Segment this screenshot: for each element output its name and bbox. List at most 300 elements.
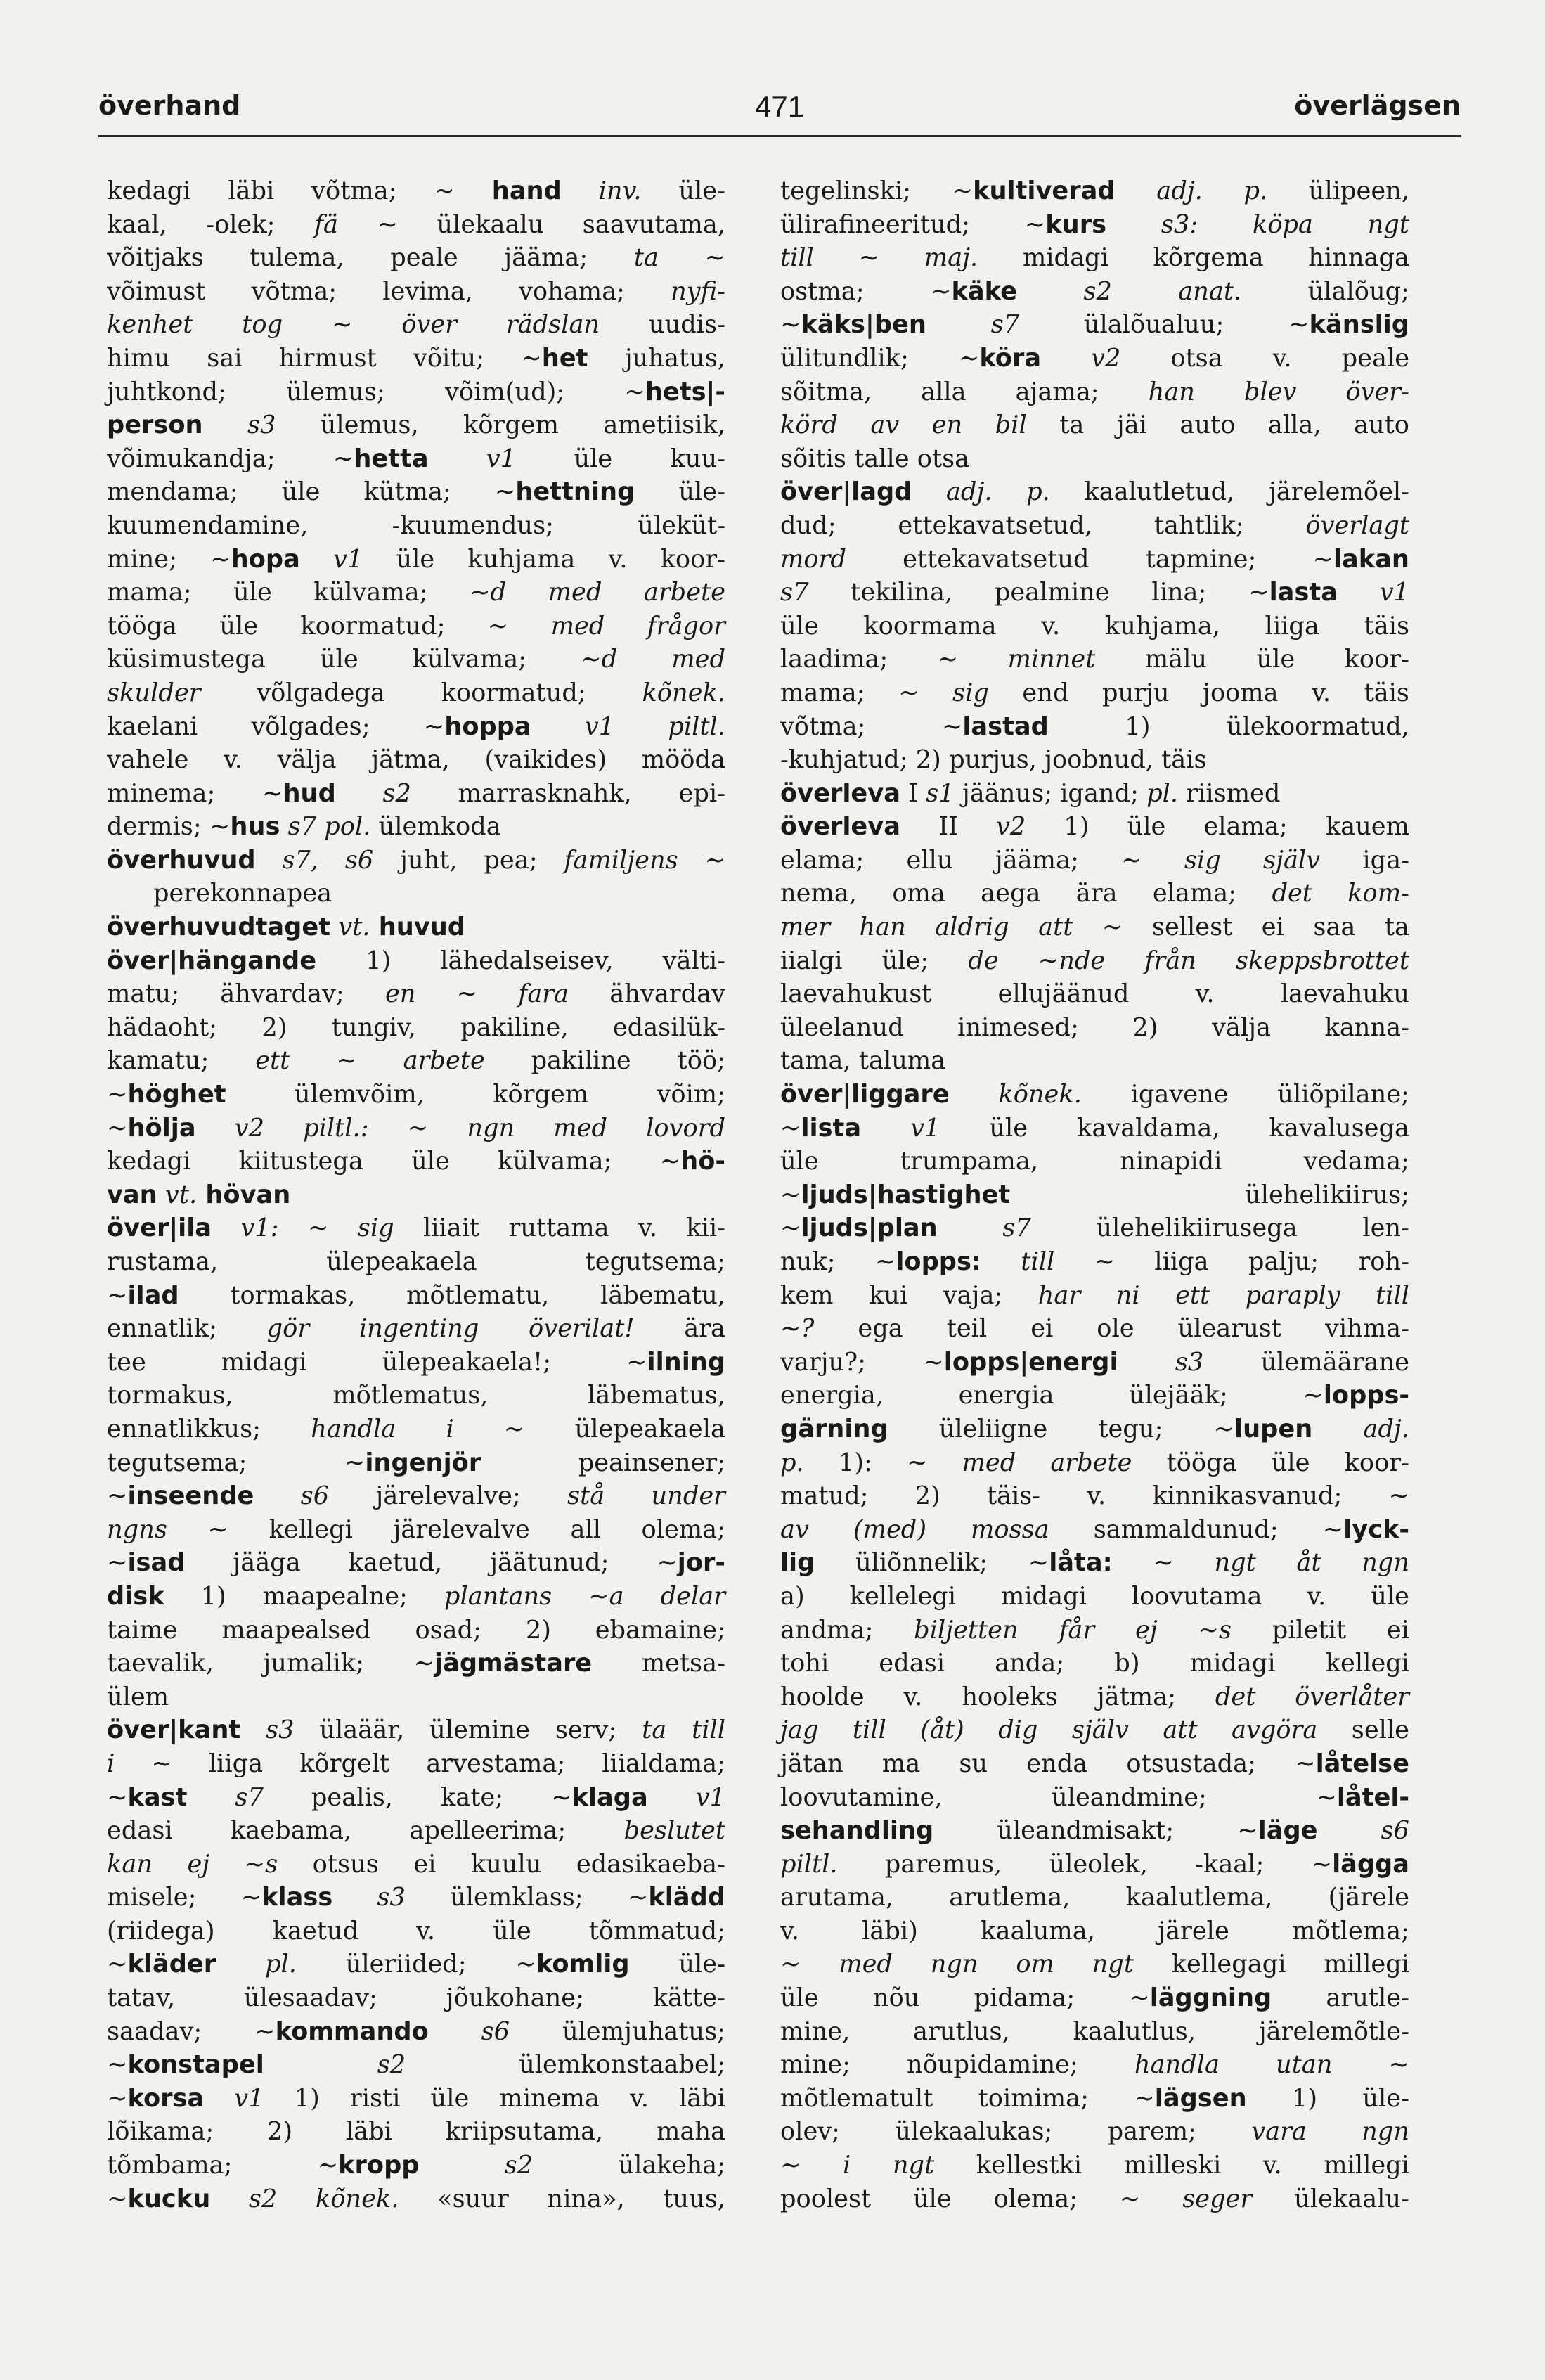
dictionary-line: [780, 1948, 1409, 1981]
definition-text: 1):: [803, 1448, 907, 1477]
dictionary-line: [107, 1346, 725, 1379]
italic-text: vara ngn: [1251, 2117, 1409, 2147]
definition-text: «suur nina», tuus,: [399, 2184, 725, 2213]
headword: käke: [951, 276, 1017, 306]
italic-text: körd av en bil: [780, 411, 1027, 440]
definition-text: iga-: [1320, 845, 1409, 875]
definition-text: ~: [107, 2050, 128, 2080]
italic-text: s6: [254, 1481, 330, 1511]
dictionary-line: [107, 710, 725, 744]
definition-text: tama, taluma: [780, 1046, 946, 1076]
dictionary-line: [107, 1513, 725, 1547]
definition-text: tegelinski; ~: [780, 176, 974, 205]
dictionary-line: [780, 409, 1409, 442]
italic-text: vt.: [330, 913, 370, 942]
definition-text: 1) ülekoormatud,: [1048, 712, 1409, 741]
italic-text: s3: köpa ngt: [1106, 210, 1409, 239]
dictionary-line: [107, 1245, 725, 1279]
dictionary-line: [107, 1881, 725, 1915]
dictionary-line: [107, 844, 725, 877]
dictionary-line: [107, 1145, 725, 1178]
definition-text: edasi kaebama, apelleerima;: [107, 1816, 624, 1846]
headword: jor-: [677, 1548, 725, 1578]
dictionary-line: [780, 475, 1409, 509]
definition-text: ülem: [107, 1682, 169, 1711]
dictionary-line: [107, 2149, 725, 2182]
definition-text: ülaäär, ülemine serv;: [294, 1716, 642, 1745]
italic-text: d med arbete: [490, 578, 725, 607]
headword: hus: [230, 812, 280, 842]
headword: lyck-: [1343, 1514, 1410, 1544]
italic-text: pl.: [1146, 778, 1179, 808]
italic-text: en ~ fara: [384, 979, 569, 1009]
headword: låtelse: [1315, 1749, 1409, 1778]
italic-text: s2: [419, 2151, 534, 2180]
dictionary-line: [107, 543, 725, 577]
italic-text: ~ i ngt: [780, 2151, 935, 2180]
definition-text: v. läbi) kaaluma, järele mõtlema;: [780, 1916, 1409, 1945]
definition-text: ülalõualuu; ~: [1019, 310, 1310, 340]
dictionary-line: [107, 1379, 725, 1413]
header-left-guide-word: överhand: [98, 90, 241, 121]
definition-text: (riidega) kaetud v. üle tõmmatud;: [107, 1916, 725, 1945]
definition-text: rustama, ülepeakaela tegutsema;: [107, 1247, 725, 1276]
dictionary-line: [107, 1580, 725, 1614]
italic-text: fä ~: [313, 210, 398, 239]
dictionary-line: [780, 1580, 1409, 1614]
definition-text: sõitis talle otsa: [780, 444, 970, 473]
definition-text: ~: [780, 310, 801, 340]
headword: läge: [1258, 1816, 1318, 1846]
italic-text: han blev över-: [1148, 377, 1409, 406]
italic-text: det kom-: [1272, 879, 1409, 908]
definition-text: otsus ei kuulu edasikaeba-: [278, 1849, 726, 1879]
definition-text: ülemvõim, kõrgem võim;: [226, 1080, 725, 1109]
dictionary-line: [107, 1413, 725, 1446]
definition-text: nuk; ~: [780, 1247, 896, 1276]
definition-text: dud; ettekavatsetud, tahtlik;: [780, 510, 1306, 540]
dictionary-line: [780, 174, 1409, 208]
definition-text: pealis, kate; ~: [263, 1782, 572, 1812]
definition-text: laevahukust ellujäänud v. laevahuku: [780, 979, 1409, 1009]
dictionary-line: [780, 1346, 1409, 1379]
dictionary-line: [780, 442, 1409, 476]
definition-text: ~: [107, 2083, 128, 2113]
definition-text: ~: [780, 1214, 801, 1243]
dictionary-line: [780, 810, 1409, 844]
italic-text: nyfi-: [671, 276, 725, 306]
headword: hud: [283, 778, 336, 808]
italic-text: kõnek.: [949, 1080, 1082, 1109]
definition-text: ennatlik;: [107, 1314, 267, 1344]
italic-text: ~: [1388, 1481, 1409, 1511]
dictionary-line: [780, 877, 1409, 911]
dictionary-line: [107, 275, 725, 309]
definition-text: end purju jooma v. täis: [988, 678, 1409, 707]
definition-text: kem kui vaja;: [780, 1280, 1038, 1310]
headword: över|ila: [107, 1214, 212, 1243]
definition-text: olev; ülekaalukas; parem;: [780, 2117, 1252, 2147]
definition-text: tohi edasi anda; b) midagi kellegi: [780, 1649, 1409, 1678]
dictionary-line: [780, 1446, 1409, 1480]
italic-text: det överlåter: [1215, 1682, 1409, 1711]
italic-text: familjens ~: [564, 845, 725, 875]
dictionary-line: [780, 1713, 1409, 1747]
dictionary-line: [780, 1011, 1409, 1045]
definition-text: arutama, arutlema, kaalutlema, (järele: [780, 1883, 1409, 1912]
definition-text: tekilina, pealmine lina; ~: [808, 578, 1269, 607]
definition-text: üleriided; ~: [296, 1950, 536, 1979]
definition-text: kuumendamine, -kuumendus; üleküt-: [107, 510, 725, 540]
definition-text: ülemus, kõrgem ametiisik,: [276, 411, 725, 440]
italic-text: har ni ett paraply till: [1037, 1280, 1409, 1310]
dictionary-line: [107, 442, 725, 476]
italic-text: jag till (åt) dig själv att avgöra: [780, 1716, 1318, 1745]
definition-text: üle-: [635, 477, 725, 507]
dictionary-line: [107, 1011, 725, 1045]
headword: kast: [127, 1782, 188, 1812]
definition-text: andma;: [780, 1615, 914, 1645]
italic-text: v2: [995, 812, 1026, 842]
definition-text: kaal, -olek;: [107, 210, 314, 239]
headword: lasta: [1269, 578, 1338, 607]
definition-text: ähvardav: [569, 979, 726, 1009]
italic-text: v1: [1337, 578, 1409, 607]
definition-text: uudis-: [600, 310, 725, 340]
headword: gärning: [780, 1414, 888, 1443]
definition-text: loovutamine, üleandmine; ~: [780, 1782, 1337, 1812]
italic-text: plantans ~a delar: [444, 1581, 726, 1611]
italic-text: vt.: [157, 1180, 198, 1209]
definition-text: jätan ma su enda otsustada; ~: [780, 1749, 1316, 1778]
italic-text: kenhet tog ~ över rädslan: [107, 310, 600, 340]
dictionary-line: [107, 2015, 725, 2049]
headword: hölja: [127, 1113, 196, 1143]
definition-text: 1) maapealne;: [164, 1581, 444, 1611]
definition-text: ülehelikiirusega len-: [1030, 1214, 1409, 1243]
italic-text: ~ sig själv: [1121, 845, 1321, 875]
dictionary-line: [107, 208, 725, 242]
definition-text: pakiline töö;: [484, 1046, 725, 1076]
definition-text: liiait ruttama v. kii-: [394, 1214, 726, 1243]
headword: hettning: [515, 477, 635, 507]
definition-text: ülirafineeritud; ~: [780, 210, 1046, 239]
dictionary-line: [107, 1647, 725, 1680]
definition-text: võtma; ~: [780, 712, 963, 741]
definition-text: 1) üle elama; kauem: [1026, 812, 1409, 842]
definition-text: ta jäi auto alla, auto: [1026, 411, 1409, 440]
italic-text: s7 pol.: [280, 812, 371, 842]
italic-text: i ~: [107, 1749, 172, 1778]
italic-text: ~ med frågor: [487, 611, 725, 641]
dictionary-line: [107, 342, 725, 375]
italic-text: av (med) mossa: [780, 1514, 1049, 1544]
italic-text: ~ minnet: [937, 645, 1096, 674]
dictionary-line: [107, 1479, 725, 1513]
dictionary-line: [780, 1245, 1409, 1279]
italic-text: stå under: [567, 1481, 725, 1511]
definition-text: matud; 2) täis- v. kinnikasvanud;: [780, 1481, 1389, 1511]
definition-text: võimukandja; ~: [107, 444, 354, 473]
italic-text: s2: [335, 778, 411, 808]
italic-text: s2 kõnek.: [210, 2184, 399, 2213]
definition-text: taime maapealsed osad; 2) ebamaine;: [107, 1615, 725, 1645]
definition-text: üle trumpama, ninapidi vedama;: [780, 1147, 1409, 1176]
italic-text: ~ ngt åt ngn: [1112, 1548, 1409, 1578]
italic-text: skulder: [107, 678, 201, 707]
definition-text: ~: [780, 1113, 801, 1143]
definition-text: ~: [780, 1180, 801, 1209]
definition-text: 1) lähedalseisev, välti-: [316, 946, 725, 975]
definition-text: minema; ~: [107, 778, 283, 808]
definition-text: järelevalve;: [329, 1481, 568, 1511]
headword: isad: [127, 1548, 186, 1578]
italic-text: s3: [332, 1883, 406, 1912]
dictionary-line: [780, 1112, 1409, 1145]
definition-text: juht, pea;: [373, 845, 564, 875]
dictionary-line: [780, 1178, 1409, 1212]
dictionary-line: [780, 643, 1409, 676]
definition-text: ülepeakaela: [524, 1414, 725, 1443]
definition-text: marrasknahk, epi-: [411, 778, 725, 808]
italic-text: s1: [926, 778, 955, 808]
definition-text: tormakas, mõtlematu, läbematu,: [179, 1280, 725, 1310]
definition-text: üleliigne tegu; ~: [888, 1414, 1235, 1443]
headword: jägmästare: [434, 1649, 593, 1678]
definition-text: üleandmisakt; ~: [933, 1816, 1258, 1846]
definition-text: taevalik, jumalik; ~: [107, 1649, 435, 1678]
definition-text: ülemkoda: [370, 812, 501, 842]
header-right-guide-word: överlägsen: [1294, 90, 1461, 121]
definition-text: ülekaalu-: [1252, 2184, 1409, 2213]
italic-text: mer han aldrig att ~: [780, 913, 1123, 942]
italic-text: ta ~: [633, 243, 725, 273]
definition-text: ~: [107, 1950, 128, 1979]
definition-text: -kuhjatud; 2) purjus, joobnud, täis: [780, 745, 1207, 775]
italic-text: s7: [187, 1782, 264, 1812]
headword: lägga: [1332, 1849, 1409, 1879]
definition-text: ülitundlik; ~: [780, 343, 980, 373]
headword: klaga: [571, 1782, 648, 1812]
dictionary-line: [107, 1981, 725, 2015]
italic-text: överlagt: [1305, 510, 1409, 540]
definition-text: ülemjuhatus;: [510, 2016, 725, 2046]
dictionary-line: [780, 977, 1409, 1011]
definition-text: võimust võtma; levima, vohama;: [107, 276, 671, 306]
headword: över|kant: [107, 1716, 241, 1745]
headword: hoppa: [444, 712, 531, 741]
headword: över|hängande: [107, 946, 317, 975]
headword: överleva: [780, 812, 900, 842]
headword: lopps|energi: [943, 1347, 1118, 1377]
dictionary-line: [107, 1614, 725, 1647]
dictionary-line: [780, 375, 1409, 409]
headword: läggning: [1149, 1983, 1272, 2013]
dictionary-line: [107, 944, 725, 978]
italic-text: ~?: [780, 1314, 815, 1344]
definition-text: a) kellelegi midagi loovutama v. üle: [780, 1581, 1409, 1611]
italic-text: s7: [926, 310, 1020, 340]
definition-text: ülakeha;: [533, 2151, 725, 2180]
definition-text: üle kuhjama v. koor-: [363, 544, 725, 574]
headword: klädd: [648, 1883, 725, 1912]
dictionary-line: [780, 1614, 1409, 1647]
italic-text: kan ej ~s: [107, 1849, 278, 1879]
dictionary-line: [107, 576, 725, 610]
italic-text: till ~ maj.: [780, 243, 978, 273]
definition-text: võlgadega koormatud;: [200, 678, 642, 707]
definition-text: tööga üle koor-: [1132, 1448, 1409, 1477]
italic-text: adj. p.: [912, 477, 1050, 507]
definition-text: 1) üle-: [1246, 2083, 1409, 2113]
left-column: [107, 174, 725, 2215]
definition-text: sõitma, alla ajama;: [780, 377, 1149, 406]
dictionary-line: [107, 174, 725, 208]
definition-text: ülalõug;: [1241, 276, 1409, 306]
dictionary-line: [107, 2082, 725, 2116]
headword: disk: [107, 1581, 164, 1611]
dictionary-line: [107, 1044, 725, 1078]
dictionary-line: [780, 1211, 1409, 1245]
dictionary-line: [780, 509, 1409, 543]
dictionary-line: [107, 2115, 725, 2149]
dictionary-line: [780, 2149, 1409, 2182]
headword: ilad: [127, 1280, 179, 1310]
right-column: [780, 174, 1409, 2215]
headword: ljuds|plan: [801, 1214, 938, 1243]
italic-text: ~ seger: [1119, 2184, 1253, 2213]
definition-text: hoolde v. hooleks jätma;: [780, 1682, 1215, 1711]
definition-text: metsa-: [592, 1649, 725, 1678]
headword: käks|ben: [801, 310, 926, 340]
dictionary-line: [780, 844, 1409, 877]
definition-text: ülemäärane: [1203, 1347, 1409, 1377]
definition-text: üle-: [641, 176, 725, 205]
dictionary-line: [107, 241, 725, 275]
headword: ilning: [647, 1347, 725, 1377]
italic-text: s2: [264, 2050, 406, 2080]
dictionary-line: [107, 308, 725, 342]
italic-text: till ~: [981, 1247, 1116, 1276]
dictionary-line: [107, 643, 725, 676]
headword: inseende: [127, 1481, 254, 1511]
dictionary-line: [780, 911, 1409, 944]
dictionary-line: [780, 1513, 1409, 1547]
dictionary-line: [107, 1814, 725, 1848]
italic-text: ~ sig: [898, 678, 989, 707]
definition-text: mama;: [780, 678, 899, 707]
dictionary-line: [780, 1312, 1409, 1346]
dictionary-line: [780, 1881, 1409, 1915]
dictionary-line: [780, 1915, 1409, 1948]
definition-text: paremus, üleolek, -kaal; ~: [837, 1849, 1333, 1879]
dictionary-line: [107, 1279, 725, 1313]
definition-text: matu; ähvardav;: [107, 979, 385, 1009]
dictionary-line: [780, 1479, 1409, 1513]
italic-text: v1: [647, 1782, 725, 1812]
dictionary-line: [107, 1178, 725, 1212]
italic-text: gör ingenting överilat!: [266, 1314, 635, 1344]
italic-text: v1: [299, 544, 363, 574]
definition-text: mine; ~: [107, 544, 231, 574]
headword: hö-: [680, 1147, 725, 1176]
dictionary-line: [780, 2182, 1409, 2216]
headword: lupen: [1234, 1414, 1313, 1443]
dictionary-line: [107, 877, 725, 911]
definition-text: ülehelikiirus;: [1010, 1180, 1409, 1209]
dictionary-line: [107, 375, 725, 409]
headword: överhuvudtaget: [107, 913, 331, 942]
definition-text: 1) risti üle minema v. läbi: [264, 2083, 726, 2113]
headword: huvud: [370, 913, 465, 942]
definition-text: üleelanud inimesed; 2) välja kanna-: [780, 1012, 1409, 1042]
dictionary-line: [780, 1814, 1409, 1848]
dictionary-line: [107, 1747, 725, 1781]
italic-text: adj. p.: [1115, 176, 1268, 205]
italic-text: handla utan ~: [1134, 2050, 1409, 2080]
definition-text: üle koormama v. kuhjama, liiga täis: [780, 611, 1409, 641]
headword: sehandling: [780, 1816, 934, 1846]
headword: lig: [780, 1548, 815, 1578]
dictionary-line: [780, 1781, 1409, 1815]
italic-text: v1 piltl.: [531, 712, 725, 741]
definition-text: võitjaks tulema, peale jääma;: [107, 243, 634, 273]
dictionary-line: [780, 1546, 1409, 1580]
dictionary-line: [780, 944, 1409, 978]
definition-text: iialgi üle;: [780, 946, 969, 975]
italic-text: v1: [204, 2083, 264, 2113]
definition-text: ülipeen,: [1267, 176, 1409, 205]
definition-text: ~: [107, 1481, 128, 1511]
definition-text: riismed: [1178, 778, 1281, 808]
dictionary-line: [780, 2082, 1409, 2116]
italic-text: pl.: [216, 1950, 297, 1979]
headword: kultiverad: [973, 176, 1116, 205]
dictionary-line: [107, 1848, 725, 1882]
italic-text: s3: [202, 411, 276, 440]
definition-text: selle: [1317, 1716, 1409, 1745]
definition-text: üle nõu pidama; ~: [780, 1983, 1150, 2013]
definition-text: mälu üle koor-: [1095, 645, 1409, 674]
definition-text: I: [900, 778, 926, 808]
dictionary-line: [780, 1279, 1409, 1313]
definition-text: ~: [107, 2184, 128, 2213]
dictionary-line: [780, 1747, 1409, 1781]
definition-text: vahele v. välja jätma, (vaikides) mööda: [107, 745, 725, 775]
dictionary-line: [780, 2115, 1409, 2149]
dictionary-line: [780, 676, 1409, 710]
definition-text: ostma; ~: [780, 276, 952, 306]
dictionary-line: [107, 777, 725, 811]
definition-text: mine; nõupidamine;: [780, 2050, 1134, 2080]
italic-text: ~d med: [581, 645, 725, 674]
headword: hand: [491, 176, 562, 205]
headword: kucku: [127, 2184, 211, 2213]
dictionary-line: [107, 409, 725, 442]
definition-text: ennatlikkus;: [107, 1414, 311, 1443]
definition-text: misele; ~: [107, 1883, 262, 1912]
dictionary-line: [780, 1413, 1409, 1446]
headword: överleva: [780, 778, 900, 808]
definition-text: ettekavatsetud tapmine; ~: [846, 544, 1333, 574]
dictionary-line: [780, 1145, 1409, 1178]
dictionary-line: [107, 2048, 725, 2082]
dictionary-line: [107, 1713, 725, 1747]
definition-text: laadima;: [780, 645, 938, 674]
italic-text: ngns ~: [107, 1514, 228, 1544]
dictionary-line: [780, 743, 1409, 777]
definition-text: kaalutletud, järelemõel-: [1049, 477, 1409, 507]
